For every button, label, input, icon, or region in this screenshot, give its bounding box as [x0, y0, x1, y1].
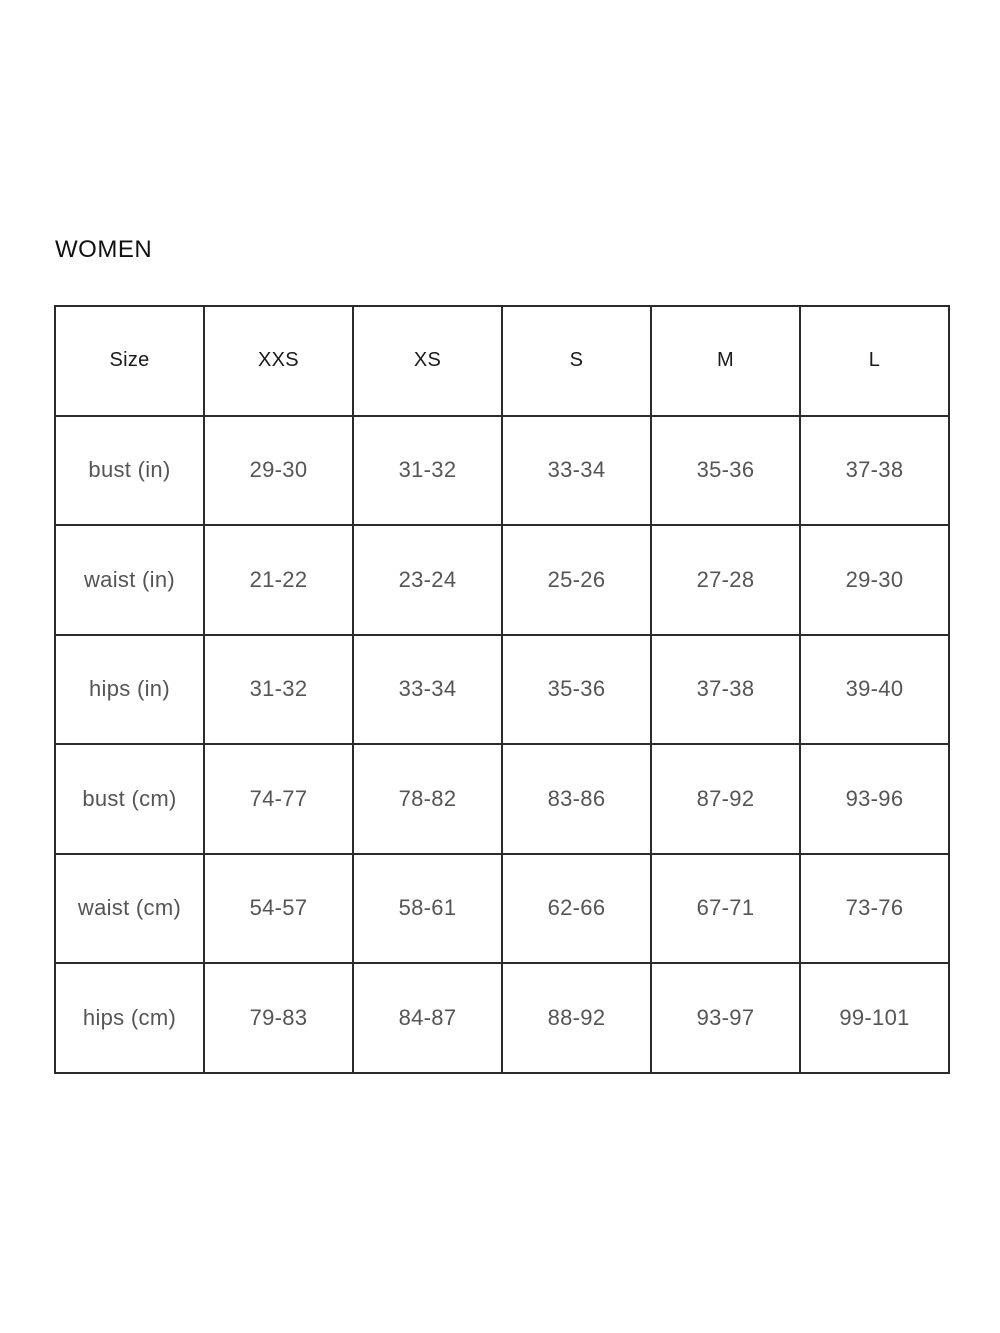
table-cell: 99-101 — [800, 963, 949, 1073]
row-label: waist (cm) — [55, 854, 204, 964]
header-size-cell: S — [502, 306, 651, 416]
table-cell: 31-32 — [204, 635, 353, 745]
table-cell — [949, 525, 950, 635]
table-row — [55, 525, 950, 635]
header-size-label: Size — [55, 306, 204, 416]
table-cell: 87-92 — [651, 744, 800, 854]
table-cell: 54-57 — [204, 854, 353, 964]
table-cell: 37-38 — [651, 635, 800, 745]
table-cell: 27-28 — [651, 525, 800, 635]
table-cell: 37-38 — [800, 416, 949, 526]
row-label: hips (in) — [55, 635, 204, 745]
row-label: waist (in) — [55, 525, 204, 635]
table-cell: 67-71 — [651, 854, 800, 964]
table-cell: 35-36 — [502, 635, 651, 745]
table-cell — [949, 416, 950, 526]
header-size-cell: XS — [353, 306, 502, 416]
table-cell: 35-36 — [651, 416, 800, 526]
table-cell: 62-66 — [502, 854, 651, 964]
table-cell: 23-24 — [353, 525, 502, 635]
table-cell: 33-34 — [353, 635, 502, 745]
header-size-cell — [949, 306, 950, 416]
table-cell: 78-82 — [353, 744, 502, 854]
table-cell: 25-26 — [502, 525, 651, 635]
page-title: WOMEN — [55, 236, 153, 263]
table-row — [55, 744, 950, 854]
table-cell: 84-87 — [353, 963, 502, 1073]
table-cell: 31-32 — [353, 416, 502, 526]
size-chart-table — [54, 305, 950, 1074]
row-label: hips (cm) — [55, 963, 204, 1073]
table-cell — [949, 744, 950, 854]
table-cell: 33-34 — [502, 416, 651, 526]
table-cell — [949, 635, 950, 745]
header-size-cell: L — [800, 306, 949, 416]
table-cell: 58-61 — [353, 854, 502, 964]
table-row — [55, 963, 950, 1073]
table-cell: 93-96 — [800, 744, 949, 854]
row-label: bust (in) — [55, 416, 204, 526]
table-cell: 29-30 — [800, 525, 949, 635]
table-row — [55, 854, 950, 964]
table-cell: 83-86 — [502, 744, 651, 854]
table-cell: 79-83 — [204, 963, 353, 1073]
table-cell: 21-22 — [204, 525, 353, 635]
header-size-cell: XXS — [204, 306, 353, 416]
header-size-cell: M — [651, 306, 800, 416]
table-header-row — [55, 306, 950, 416]
table-cell — [949, 963, 950, 1073]
table-cell — [949, 854, 950, 964]
table-row — [55, 635, 950, 745]
table-cell: 88-92 — [502, 963, 651, 1073]
table-row — [55, 416, 950, 526]
table-cell: 74-77 — [204, 744, 353, 854]
table-cell: 39-40 — [800, 635, 949, 745]
row-label: bust (cm) — [55, 744, 204, 854]
table-cell: 73-76 — [800, 854, 949, 964]
table-cell: 93-97 — [651, 963, 800, 1073]
size-chart-container — [54, 305, 950, 1089]
table-cell: 29-30 — [204, 416, 353, 526]
